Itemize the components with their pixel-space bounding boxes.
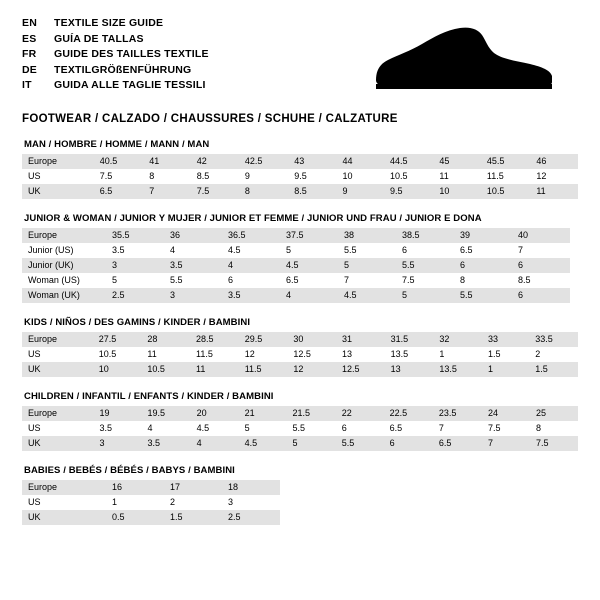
cell: 33 bbox=[482, 332, 529, 347]
cell: 8.5 bbox=[288, 184, 336, 199]
cell: 3.5 bbox=[94, 421, 142, 436]
language-title: TEXTILE SIZE GUIDE bbox=[54, 17, 164, 29]
section-title: MAN / HOMBRE / HOMME / MANN / MAN bbox=[24, 139, 210, 150]
cell: 8 bbox=[143, 169, 191, 184]
section-children bbox=[22, 391, 578, 451]
cell: 3.5 bbox=[164, 258, 222, 273]
cell: 7 bbox=[338, 273, 396, 288]
row-label: Junior (UK) bbox=[22, 258, 106, 273]
cell: 33.5 bbox=[529, 332, 578, 347]
size-table-children bbox=[22, 406, 578, 451]
document-header bbox=[22, 16, 578, 99]
cell: 6 bbox=[336, 421, 384, 436]
table-row bbox=[22, 288, 570, 303]
row-label: Europe bbox=[22, 480, 106, 495]
cell: 4.5 bbox=[280, 258, 338, 273]
cell: 3.5 bbox=[222, 288, 280, 303]
cell: 3 bbox=[106, 258, 164, 273]
language-code: ES bbox=[22, 32, 37, 45]
cell: 1 bbox=[482, 362, 529, 377]
size-table-kids bbox=[22, 332, 578, 377]
table-row bbox=[22, 332, 578, 347]
row-label: Junior (US) bbox=[22, 243, 106, 258]
cell: 5.5 bbox=[454, 288, 512, 303]
cell: 44 bbox=[336, 154, 384, 169]
language-title: GUIDA ALLE TAGLIE TESSILI bbox=[54, 79, 206, 91]
cell: 5.5 bbox=[336, 436, 384, 451]
cell: 5 bbox=[286, 436, 335, 451]
cell: 9 bbox=[239, 169, 288, 184]
cell: 6.5 bbox=[384, 421, 433, 436]
cell: 13 bbox=[336, 347, 385, 362]
cell: 6.5 bbox=[94, 184, 143, 199]
language-row bbox=[22, 78, 209, 93]
cell: 45.5 bbox=[481, 154, 530, 169]
language-row bbox=[22, 32, 209, 47]
cell: 11.5 bbox=[239, 362, 288, 377]
cell: 37.5 bbox=[280, 228, 338, 243]
cell: 8 bbox=[530, 421, 578, 436]
cell: 6 bbox=[384, 436, 433, 451]
cell: 11 bbox=[530, 184, 578, 199]
cell: 4.5 bbox=[222, 243, 280, 258]
row-label: UK bbox=[22, 510, 106, 525]
cell: 42 bbox=[191, 154, 239, 169]
cell: 22 bbox=[336, 406, 384, 421]
row-label: UK bbox=[22, 184, 94, 199]
cell: 6 bbox=[222, 273, 280, 288]
cell: 1.5 bbox=[482, 347, 529, 362]
cell: 36 bbox=[164, 228, 222, 243]
language-code: FR bbox=[22, 48, 37, 60]
cell: 30 bbox=[287, 332, 336, 347]
cell: 2 bbox=[164, 495, 222, 510]
cell: 4.5 bbox=[191, 421, 239, 436]
cell: 6.5 bbox=[454, 243, 512, 258]
section-babies bbox=[22, 465, 578, 525]
section-title: KIDS / NIÑOS / DES GAMINS / KINDER / BAMBINI bbox=[24, 317, 251, 328]
cell: 3 bbox=[222, 495, 280, 510]
cell: 8 bbox=[454, 273, 512, 288]
cell: 40.5 bbox=[94, 154, 143, 169]
table-row bbox=[22, 228, 570, 243]
cell: 38.5 bbox=[396, 228, 454, 243]
table-row bbox=[22, 347, 578, 362]
cell: 9.5 bbox=[384, 184, 433, 199]
cell: 5 bbox=[106, 273, 164, 288]
cell: 45 bbox=[433, 154, 481, 169]
table-row bbox=[22, 243, 570, 258]
cell: 24 bbox=[482, 406, 530, 421]
cell: 5 bbox=[338, 258, 396, 273]
cell: 1 bbox=[433, 347, 482, 362]
row-label: UK bbox=[22, 362, 93, 377]
cell: 1.5 bbox=[164, 510, 222, 525]
language-title: GUIDE DES TAILLES TEXTILE bbox=[54, 48, 209, 60]
language-title: TEXTILGRÖßENFÜHRUNG bbox=[54, 63, 192, 76]
cell: 5 bbox=[280, 243, 338, 258]
cell: 6 bbox=[512, 258, 570, 273]
row-label: Europe bbox=[22, 332, 93, 347]
cell: 46 bbox=[530, 154, 578, 169]
cell: 31 bbox=[336, 332, 385, 347]
row-label: Woman (UK) bbox=[22, 288, 106, 303]
cell: 35.5 bbox=[106, 228, 164, 243]
footwear-section-title: FOOTWEAR / CALZADO / CHAUSSURES / SCHUHE / CALZATURE bbox=[22, 113, 398, 125]
cell: 12 bbox=[239, 347, 288, 362]
cell: 22.5 bbox=[384, 406, 433, 421]
row-label: US bbox=[22, 169, 94, 184]
cell: 40 bbox=[512, 228, 570, 243]
cell: 27.5 bbox=[93, 332, 142, 347]
cell: 21 bbox=[239, 406, 287, 421]
language-row bbox=[22, 16, 209, 31]
cell: 5.5 bbox=[164, 273, 222, 288]
size-table-junior-woman bbox=[22, 228, 570, 303]
cell: 8.5 bbox=[512, 273, 570, 288]
cell: 7 bbox=[433, 421, 482, 436]
cell: 7.5 bbox=[482, 421, 530, 436]
cell: 5.5 bbox=[338, 243, 396, 258]
cell: 12 bbox=[287, 362, 336, 377]
cell: 4 bbox=[280, 288, 338, 303]
cell: 3.5 bbox=[106, 243, 164, 258]
cell: 9 bbox=[336, 184, 384, 199]
cell: 20 bbox=[191, 406, 239, 421]
cell: 42.5 bbox=[239, 154, 288, 169]
cell: 2.5 bbox=[222, 510, 280, 525]
cell: 41 bbox=[143, 154, 191, 169]
table-row bbox=[22, 154, 578, 169]
table-row bbox=[22, 436, 578, 451]
cell: 10 bbox=[93, 362, 142, 377]
section-title: BABIES / BEBÉS / BÉBÉS / BABYS / BAMBINI bbox=[24, 465, 235, 476]
cell: 5 bbox=[396, 288, 454, 303]
cell: 17 bbox=[164, 480, 222, 495]
cell: 36.5 bbox=[222, 228, 280, 243]
table-row bbox=[22, 510, 280, 525]
cell: 19.5 bbox=[141, 406, 190, 421]
dress-shoe-icon bbox=[374, 24, 554, 99]
cell: 44.5 bbox=[384, 154, 433, 169]
cell: 28 bbox=[141, 332, 190, 347]
table-row bbox=[22, 421, 578, 436]
cell: 39 bbox=[454, 228, 512, 243]
section-man bbox=[22, 139, 578, 199]
cell: 25 bbox=[530, 406, 578, 421]
table-row bbox=[22, 362, 578, 377]
row-label: Europe bbox=[22, 406, 94, 421]
cell: 12 bbox=[530, 169, 578, 184]
cell: 6 bbox=[454, 258, 512, 273]
cell: 4 bbox=[222, 258, 280, 273]
row-label: US bbox=[22, 495, 106, 510]
cell: 3.5 bbox=[141, 436, 190, 451]
cell: 6.5 bbox=[280, 273, 338, 288]
cell: 10.5 bbox=[93, 347, 142, 362]
table-row bbox=[22, 258, 570, 273]
language-code: EN bbox=[22, 17, 37, 29]
cell: 11 bbox=[190, 362, 239, 377]
cell: 0.5 bbox=[106, 510, 164, 525]
cell: 4 bbox=[191, 436, 239, 451]
language-row bbox=[22, 63, 209, 78]
table-row bbox=[22, 184, 578, 199]
language-title-list bbox=[22, 16, 209, 93]
cell: 12.5 bbox=[336, 362, 385, 377]
cell: 3 bbox=[164, 288, 222, 303]
cell: 6 bbox=[396, 243, 454, 258]
cell: 12.5 bbox=[287, 347, 336, 362]
cell: 2 bbox=[529, 347, 578, 362]
cell: 13.5 bbox=[385, 347, 434, 362]
cell: 9.5 bbox=[288, 169, 336, 184]
cell: 7 bbox=[482, 436, 530, 451]
cell: 5.5 bbox=[396, 258, 454, 273]
cell: 7.5 bbox=[396, 273, 454, 288]
row-label: US bbox=[22, 347, 93, 362]
table-row bbox=[22, 495, 280, 510]
cell: 18 bbox=[222, 480, 280, 495]
cell: 7.5 bbox=[530, 436, 578, 451]
table-row bbox=[22, 169, 578, 184]
language-code: IT bbox=[22, 79, 32, 91]
cell: 4 bbox=[164, 243, 222, 258]
language-row bbox=[22, 47, 209, 62]
cell: 16 bbox=[106, 480, 164, 495]
cell: 4.5 bbox=[239, 436, 287, 451]
language-title: GUÍA DE TALLAS bbox=[54, 32, 144, 45]
cell: 4 bbox=[141, 421, 190, 436]
cell: 7 bbox=[143, 184, 191, 199]
cell: 7.5 bbox=[94, 169, 143, 184]
row-label: Europe bbox=[22, 228, 106, 243]
cell: 1 bbox=[106, 495, 164, 510]
cell: 11 bbox=[141, 347, 190, 362]
cell: 43 bbox=[288, 154, 336, 169]
cell: 23.5 bbox=[433, 406, 482, 421]
cell: 13 bbox=[385, 362, 434, 377]
cell: 10.5 bbox=[384, 169, 433, 184]
cell: 32 bbox=[433, 332, 482, 347]
cell: 10 bbox=[433, 184, 481, 199]
row-label: Europe bbox=[22, 154, 94, 169]
cell: 31.5 bbox=[385, 332, 434, 347]
cell: 11 bbox=[433, 169, 481, 184]
table-row bbox=[22, 406, 578, 421]
section-junior-woman bbox=[22, 213, 578, 303]
table-row bbox=[22, 273, 570, 288]
cell: 5.5 bbox=[286, 421, 335, 436]
cell: 10.5 bbox=[141, 362, 190, 377]
section-title: JUNIOR & WOMAN / JUNIOR Y MUJER / JUNIOR ET FEMME / JUNIOR UND FRAU / JUNIOR E DONA bbox=[24, 213, 482, 224]
cell: 8 bbox=[239, 184, 288, 199]
row-label: US bbox=[22, 421, 94, 436]
language-code: DE bbox=[22, 63, 37, 76]
cell: 1.5 bbox=[529, 362, 578, 377]
cell: 7 bbox=[512, 243, 570, 258]
cell: 19 bbox=[94, 406, 142, 421]
section-title: CHILDREN / INFANTIL / ENFANTS / KINDER / BAMBINI bbox=[24, 391, 274, 402]
cell: 11.5 bbox=[190, 347, 239, 362]
cell: 5 bbox=[239, 421, 287, 436]
cell: 28.5 bbox=[190, 332, 239, 347]
section-kids bbox=[22, 317, 578, 377]
cell: 3 bbox=[94, 436, 142, 451]
cell: 8.5 bbox=[191, 169, 239, 184]
size-table-man bbox=[22, 154, 578, 199]
size-table-babies bbox=[22, 480, 280, 525]
cell: 29.5 bbox=[239, 332, 288, 347]
cell: 6.5 bbox=[433, 436, 482, 451]
cell: 10 bbox=[336, 169, 384, 184]
cell: 6 bbox=[512, 288, 570, 303]
cell: 10.5 bbox=[481, 184, 530, 199]
cell: 2.5 bbox=[106, 288, 164, 303]
cell: 11.5 bbox=[481, 169, 530, 184]
cell: 7.5 bbox=[191, 184, 239, 199]
table-row bbox=[22, 480, 280, 495]
cell: 13.5 bbox=[433, 362, 482, 377]
row-label: UK bbox=[22, 436, 94, 451]
row-label: Woman (US) bbox=[22, 273, 106, 288]
cell: 38 bbox=[338, 228, 396, 243]
cell: 4.5 bbox=[338, 288, 396, 303]
cell: 21.5 bbox=[286, 406, 335, 421]
